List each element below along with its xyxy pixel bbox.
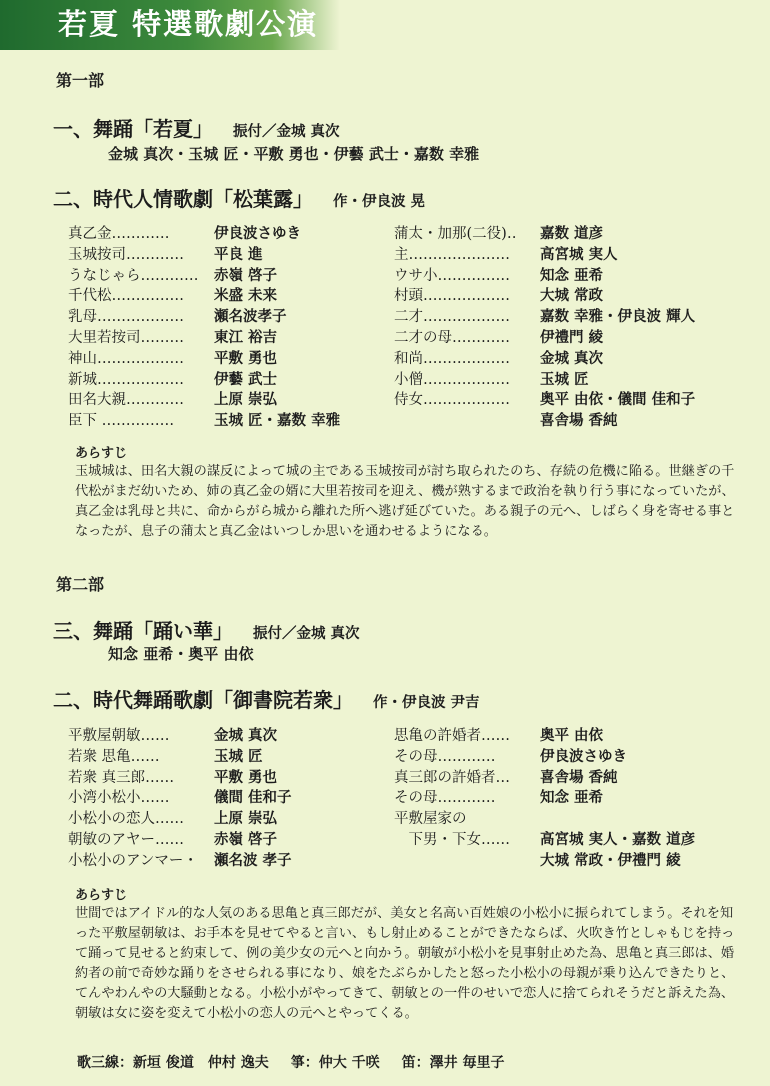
cast-role: 真乙金………… [68, 226, 170, 242]
cast-role: 蒲太・加那(二役)‥ [394, 226, 517, 242]
utasanshin-credit: 歌三線：新垣 俊道 仲村 逸夫 [77, 1055, 269, 1071]
cast-role: ウサ小…………… [394, 267, 510, 284]
cast-actor: 大城 常政 [540, 288, 604, 305]
cast-role: 侍女……………… [394, 392, 510, 409]
synopsis-heading: あらすじ [75, 888, 128, 903]
act2-cast-right [394, 224, 695, 432]
cast-row [68, 747, 292, 768]
cast-row [394, 328, 695, 349]
cast-row [394, 224, 695, 245]
cast-actor: 知念 亜希 [540, 790, 604, 807]
cast-actor: 伊禮門 綾 [540, 329, 604, 346]
cast-row [68, 411, 340, 432]
cast-row [68, 809, 292, 830]
cast-row [394, 851, 695, 872]
cast-role: 思亀の許婚者…… [394, 728, 510, 744]
cast-actor: 平敷 勇也 [214, 769, 278, 786]
act3-title: 三、舞踊「踊い華」 [53, 619, 233, 643]
cast-role: うなじゃら………… [68, 267, 199, 284]
cast-actor: 伊藝 武士 [214, 371, 278, 388]
cast-actor: 伊良波さゆき [214, 226, 301, 242]
act3-members: 知念 亜希・奥平 由依 [108, 645, 254, 663]
cast-row [68, 286, 340, 307]
cast-role: 平敷屋朝敏…… [68, 728, 170, 744]
cast-row [394, 266, 695, 287]
cast-row [394, 788, 695, 809]
cast-role: 臣下 …………… [68, 413, 175, 430]
cast-row [394, 286, 695, 307]
part2-heading: 第二部 [56, 575, 105, 594]
cast-role: 新城……………… [68, 371, 184, 388]
act1-heading [53, 113, 340, 142]
page-title: 若夏 特選歌劇公演 [58, 7, 319, 41]
cast-actor: 嘉数 道彦 [540, 226, 604, 242]
act2-cast-left [68, 224, 340, 432]
cast-role: 大里若按司……… [68, 329, 184, 346]
cast-row [394, 747, 695, 768]
cast-actor: 東江 裕吉 [214, 329, 278, 346]
cast-actor: 知念 亜希 [540, 267, 604, 284]
act4-heading [53, 684, 480, 713]
koto-credit: 箏：仲大 千咲 [290, 1055, 380, 1071]
cast-row [394, 809, 695, 830]
synopsis-text: 世間ではアイドル的な人気のある思亀と真三郎だが、美女と名高い百姓娘の小松小に振られてしまう。それを知った平敷屋朝敏は、お手本を見せてやると言い、もし射止めることができたならば、火吹き竹としゃもじを持って踊って見せると約束して、例の美少女の元へと向かう。朝敏が小松小を見事射止めた為、思亀と真三郎は、婚約者の前で奇妙な踊りをさせられる事になり、娘をたぶらかしたと怒った小松小の母親が乗り込んできたりと、てんやわんやの大騒動となる。小松小がやってきて、朝敏との一件のせいで恋人に捨てられそうだと訴えた為、朝敏は女に姿を変えて小松小の恋人の元へとやってくる。 [75, 906, 735, 1021]
cast-role: 小僧……………… [394, 371, 510, 388]
cast-row [394, 768, 695, 789]
cast-role: 朝敏のアヤー…… [68, 831, 184, 848]
cast-row [68, 328, 340, 349]
cast-actor: 金城 真次 [214, 728, 278, 744]
musicians-credits [77, 1052, 527, 1072]
cast-role: 小湾小松小…… [68, 790, 170, 807]
cast-actor: 喜舎場 香純 [540, 413, 618, 430]
cast-role: 二才の母………… [394, 329, 510, 346]
synopsis-text: 玉城城は、田名大親の謀反によって城の主である玉城按司が討ち取られたのち、存続の危機に陥る。世継ぎの千代松がまだ幼いため、姉の真乙金の婿に大里若按司を迎え、機が熟するまで政治を執り行う事になっていたが、真乙金は乳母と共に、命からがら城から離れた所へ逃げ延びていた。ある親子の元へ、しばらく身を寄せる事となったが、息子の蒲太と真乙金はいつしか思いを通わせるようになる。 [75, 464, 735, 539]
act4-credit: 作・伊良波 尹吉 [373, 695, 480, 711]
cast-actor: 瀬名波孝子 [214, 309, 287, 326]
cast-row [68, 370, 340, 391]
cast-row [394, 307, 695, 328]
cast-row [68, 245, 340, 266]
cast-role: 二才……………… [394, 309, 510, 326]
fue-credit: 笛：澤井 毎里子 [401, 1055, 505, 1071]
cast-actor: 赤嶺 啓子 [214, 267, 278, 284]
cast-actor: 奥平 由依・儀間 佳和子 [540, 392, 696, 409]
cast-row [394, 830, 695, 851]
act1-credit: 振付／金城 真次 [233, 124, 340, 140]
cast-row [68, 768, 292, 789]
header-bar [0, 0, 340, 50]
cast-row [68, 307, 340, 328]
cast-role: 真三郎の許婚者… [394, 769, 510, 786]
synopsis-heading: あらすじ [75, 446, 128, 461]
cast-actor: 高宮城 実人 [540, 246, 618, 263]
cast-role: 若衆 真三郎…… [68, 769, 175, 786]
cast-role: 乳母……………… [68, 309, 184, 326]
act4-cast-left [68, 726, 292, 872]
cast-actor: 大城 常政・伊禮門 綾 [540, 852, 681, 869]
cast-row [68, 788, 292, 809]
cast-actor: 平良 進 [214, 246, 263, 263]
cast-role: 田名大親………… [68, 392, 184, 409]
cast-role: 下男・下女…… [394, 831, 510, 848]
cast-role: 小松小のアンマー・ [68, 852, 198, 869]
act2-title: 二、時代人情歌劇「松葉露」 [53, 187, 313, 211]
cast-row [68, 830, 292, 851]
cast-row [68, 390, 340, 411]
cast-role: 平敷屋家の [394, 811, 467, 828]
part1-heading: 第一部 [56, 71, 105, 90]
cast-role [394, 411, 540, 432]
cast-row [394, 726, 695, 747]
cast-role: 村頭……………… [394, 288, 510, 305]
cast-actor: 金城 真次 [540, 350, 604, 367]
cast-actor: 嘉数 幸雅・伊良波 輝人 [540, 309, 696, 326]
cast-actor: 上原 崇弘 [214, 811, 278, 828]
cast-role: その母………… [394, 790, 496, 807]
cast-actor: 喜舎場 香純 [540, 769, 618, 786]
cast-row [68, 349, 340, 370]
cast-row [68, 726, 292, 747]
cast-role: 玉城按司………… [68, 246, 184, 263]
cast-row [394, 370, 695, 391]
act2-heading [53, 183, 425, 212]
cast-role: その母………… [394, 748, 496, 765]
act4-title: 二、時代舞踊歌劇「御書院若衆」 [53, 688, 353, 712]
cast-actor: 玉城 匠 [540, 371, 589, 388]
cast-actor: 儀間 佳和子 [214, 790, 292, 807]
cast-role: 小松小の恋人…… [68, 811, 184, 828]
cast-actor: 奥平 由依 [540, 728, 604, 744]
cast-row [394, 349, 695, 370]
act4-cast-right [394, 726, 695, 872]
cast-actor: 高宮城 実人・嘉数 道彦 [540, 831, 696, 848]
act3-credit: 振付／金城 真次 [253, 626, 360, 642]
cast-role: 若衆 思亀…… [68, 748, 160, 765]
cast-role: 主………………… [394, 246, 510, 263]
cast-row [68, 266, 340, 287]
cast-actor: 平敷 勇也 [214, 350, 278, 367]
cast-actor: 伊良波さゆき [540, 748, 627, 765]
cast-row [68, 851, 292, 872]
cast-role: 神山……………… [68, 350, 184, 367]
cast-actor: 赤嶺 啓子 [214, 831, 278, 848]
cast-role [394, 851, 540, 872]
cast-row [394, 390, 695, 411]
cast-row [394, 245, 695, 266]
act1-members: 金城 真次・玉城 匠・平敷 勇也・伊藝 武士・嘉数 幸雅 [108, 145, 480, 163]
act3-heading [53, 615, 360, 644]
cast-actor: 米盛 未来 [214, 288, 278, 305]
cast-actor: 瀬名波 孝子 [214, 852, 292, 869]
cast-actor: 玉城 匠 [214, 748, 263, 765]
cast-role: 千代松…………… [68, 288, 184, 305]
act1-title: 一、舞踊「若夏」 [53, 117, 213, 141]
cast-role: 和尚……………… [394, 350, 510, 367]
cast-row [394, 411, 695, 432]
cast-actor: 玉城 匠・嘉数 幸雅 [214, 413, 341, 430]
act2-credit: 作・伊良波 晃 [333, 194, 426, 210]
cast-actor: 上原 崇弘 [214, 392, 278, 409]
cast-row [68, 224, 340, 245]
